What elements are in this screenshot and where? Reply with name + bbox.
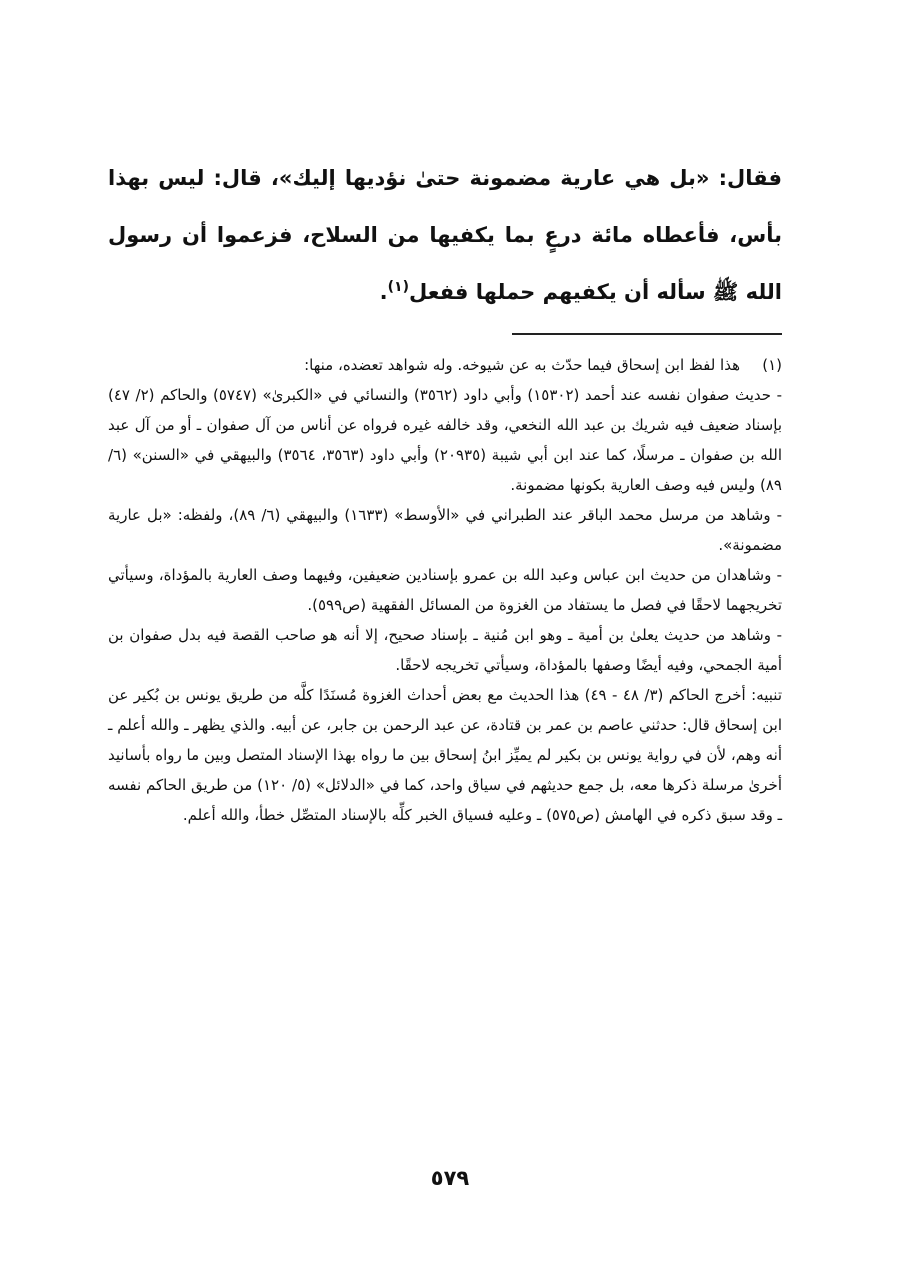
footnote-paragraph: - حديث صفوان نفسه عند أحمد (١٥٣٠٢) وأبي داود (٣٥٦٢) والنسائي في «الكبرىٰ» (٥٧٤٧) والحاكم (٢/ ٤٧) بإسناد ضعيف فيه شريك بن عبد الله النخعي، وقد خالفه غيره فرواه عن أناس من آل صفوان ـ أو من آل عبد الله بن صفوان ـ مرسلًا، كما عند ابن أبي شيبة (٢٠٩٣٥) وأبي داود (٣٥٦٣، ٣٥٦٤) والبيهقي في «السنن» (٦/ ٨٩) وليس فيه وصف العارية بكونها مضمونة. [108, 386, 783, 494]
footnote-note: تنبيه: أخرج الحاكم (٣/ ٤٨ - ٤٩) هذا الحديث مع بعض أحداث الغزوة مُسنَدًا كلَّه من طريق يونس بن بُكير عن ابن إسحاق قال: حدثني عاصم بن عمر بن قتادة، عن عبد الرحمن بن جابر، عن أبيه. والذي يظهر ـ والله أعلم ـ أنه وهم، لأن في رواية يونس بن بكير لم يميِّز ابنُ إسحاق بين ما رواه بهذا الإسناد المتصل وبين ما رواه بأسانيد أخرىٰ مرسلة ذكرها معه، بل جمع حديثهم في سياق واحد، كما في «الدلائل» (٥/ ١٢٠) من طريق الحاكم نفسه ـ وقد سبق ذكره في الهامش (ص٥٧٥) ـ وعليه فسياق الخبر كلِّه بالإسناد المتصِّل خطأ، والله أعلم. [108, 686, 782, 824]
main-paragraph-end: . [379, 280, 388, 304]
footnote-paragraph: - وشاهدان من حديث ابن عباس وعبد الله بن عمرو بإسنادين ضعيفين، وفيهما وصف العارية بالمؤداة، وسيأتي تخريجهما لاحقًا في فصل ما يستفاد من الغزوة من المسائل الفقهية (ص٥٩٩). [108, 566, 782, 614]
page-number: ٥٧٩ [430, 1166, 470, 1190]
footnote-lead: هذا لفظ ابن إسحاق فيما حدّث به عن شيوخه. وله شواهد تعضده، منها: [304, 356, 740, 374]
footnote-header [108, 350, 782, 380]
main-body-text [108, 150, 782, 321]
main-paragraph [108, 150, 782, 321]
footnote-number: (١) [762, 356, 782, 374]
main-paragraph-text: فقال: «بل هي عارية مضمونة حتىٰ نؤديها إليك»، قال: ليس بهذا بأس، فأعطاه مائة درعٍ بما يكفيها من السلاح، فزعموا أن رسول الله ﷺ سأله أن يكفيهم حملها ففعل [108, 166, 782, 304]
footnotes-section [108, 350, 782, 830]
footnote-separator [512, 333, 782, 335]
footnote-paragraph: - وشاهد من حديث يعلىٰ بن أمية ـ وهو ابن مُنية ـ بإسناد صحيح، إلا أنه هو صاحب القصة فيه بدل صفوان بن أمية الجمحي، وفيه أيضًا وصفها بالمؤداة، وسيأتي تخريجه لاحقًا. [108, 626, 782, 674]
footnote-reference[interactable]: (١) [387, 279, 409, 295]
footnote-paragraph: - وشاهد من مرسل محمد الباقر عند الطبراني في «الأوسط» (١٦٣٣) والبيهقي (٦/ ٨٩)، ولفظه: «بل عارية مضمونة». [108, 506, 783, 554]
